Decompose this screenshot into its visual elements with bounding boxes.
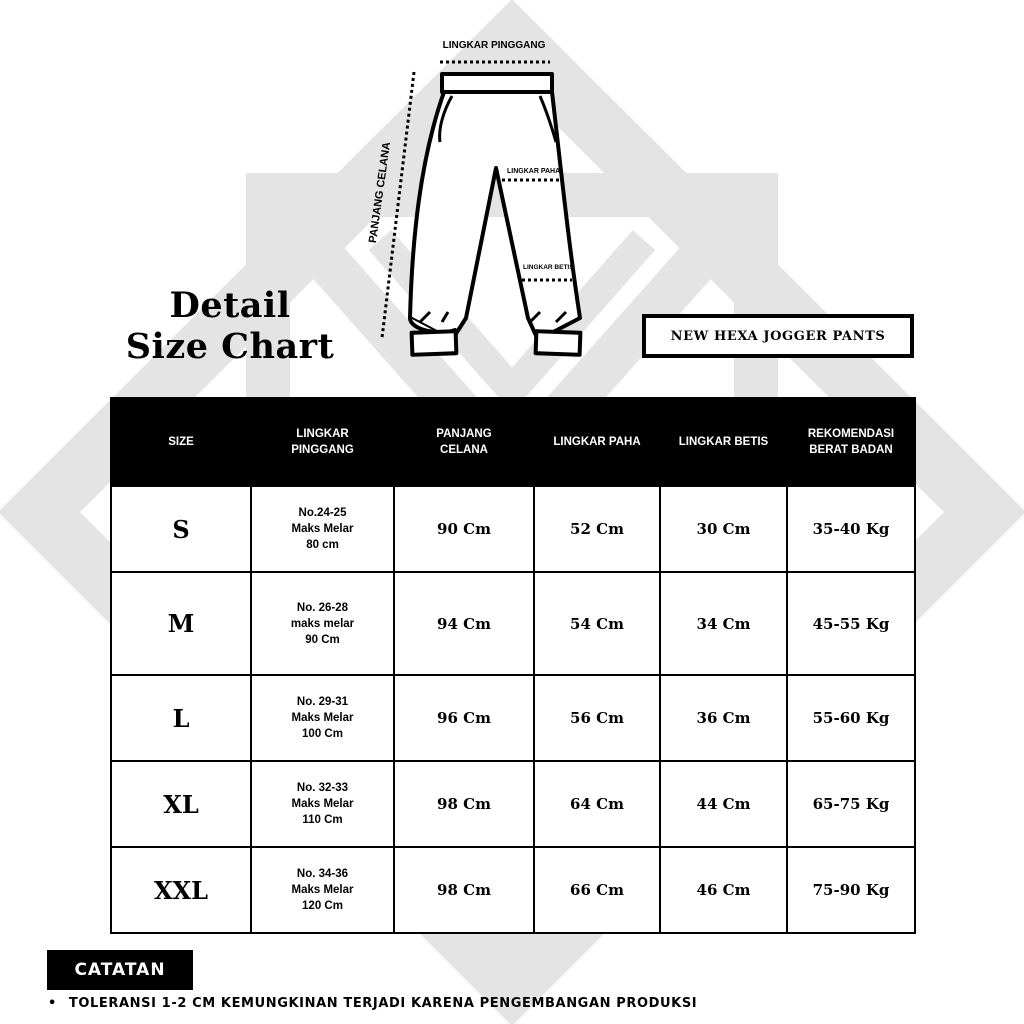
note-text: TOLERANSI 1-2 CM KEMUNGKINAN TERJADI KARENA PENGEMBANGAN PRODUKSI <box>68 996 698 1011</box>
weight-cell: 35-40 Kg <box>787 486 915 572</box>
waist-cell: No. 26-28 maks melar 90 Cm <box>251 572 394 675</box>
notes-list <box>48 994 697 1014</box>
product-name: NEW HEXA JOGGER PANTS <box>670 328 886 344</box>
jogger-pants-icon <box>410 74 580 355</box>
notes-title: CATATAN <box>74 960 166 980</box>
list-item <box>48 994 697 1014</box>
calf-cell: 44 Cm <box>660 761 787 847</box>
length-cell: 98 Cm <box>394 847 534 933</box>
thigh-cell: 52 Cm <box>534 486 660 572</box>
length-cell: 98 Cm <box>394 761 534 847</box>
thigh-cell: 66 Cm <box>534 847 660 933</box>
thigh-label: LINGKAR PAHA <box>507 168 561 175</box>
weight-cell: 55-60 Kg <box>787 675 915 761</box>
calf-cell: 30 Cm <box>660 486 787 572</box>
length-cell: 90 Cm <box>394 486 534 572</box>
size-chart-table <box>110 397 916 934</box>
jogger-pants-diagram <box>360 30 640 370</box>
table-row <box>111 572 915 675</box>
weight-cell: 45-55 Kg <box>787 572 915 675</box>
heading-line-1: Detail <box>169 285 291 326</box>
table-row <box>111 675 915 761</box>
length-label: PANJANG CELANA <box>366 141 394 244</box>
product-name-badge <box>642 314 914 358</box>
waist-cell: No.24-25 Maks Melar 80 cm <box>251 486 394 572</box>
header-thigh: LINGKAR PAHA <box>534 398 660 486</box>
weight-cell: 65-75 Kg <box>787 761 915 847</box>
waist-label: LINGKAR PINGGANG <box>442 40 546 51</box>
thigh-cell: 64 Cm <box>534 761 660 847</box>
thigh-cell: 54 Cm <box>534 572 660 675</box>
header-waist: LINGKAR PINGGANG <box>251 398 394 486</box>
table-row <box>111 847 915 933</box>
header-length: PANJANG CELANA <box>394 398 534 486</box>
bullet-icon: • <box>48 996 57 1011</box>
notes-title-badge <box>47 950 193 990</box>
size-cell: L <box>111 675 251 761</box>
length-cell: 96 Cm <box>394 675 534 761</box>
size-cell: XL <box>111 761 251 847</box>
calf-cell: 46 Cm <box>660 847 787 933</box>
waist-cell: No. 29-31 Maks Melar 100 Cm <box>251 675 394 761</box>
calf-label: LINGKAR BETIS <box>523 264 574 271</box>
waist-cell: No. 32-33 Maks Melar 110 Cm <box>251 761 394 847</box>
waist-cell: No. 34-36 Maks Melar 120 Cm <box>251 847 394 933</box>
heading-line-2: Size Chart <box>125 326 335 367</box>
header-size: SIZE <box>111 398 251 486</box>
table-row <box>111 761 915 847</box>
calf-cell: 34 Cm <box>660 572 787 675</box>
header-weight: REKOMENDASI BERAT BADAN <box>787 398 915 486</box>
thigh-cell: 56 Cm <box>534 675 660 761</box>
length-cell: 94 Cm <box>394 572 534 675</box>
size-cell: M <box>111 572 251 675</box>
size-cell: S <box>111 486 251 572</box>
header-calf: LINGKAR BETIS <box>660 398 787 486</box>
size-cell: XXL <box>111 847 251 933</box>
calf-cell: 36 Cm <box>660 675 787 761</box>
table-row <box>111 486 915 572</box>
weight-cell: 75-90 Kg <box>787 847 915 933</box>
table-header-row <box>111 398 915 486</box>
